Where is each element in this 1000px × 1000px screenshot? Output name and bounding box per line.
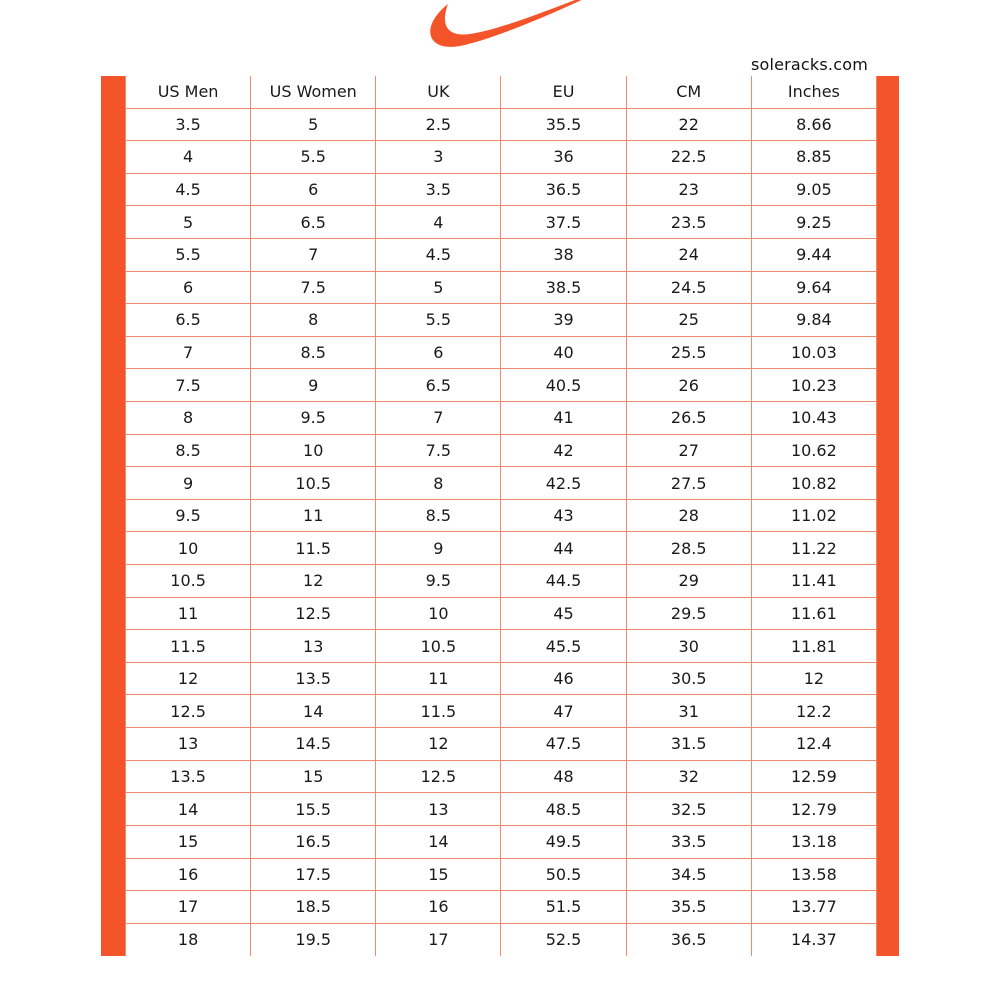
table-row: [126, 728, 877, 761]
table-cell: 14.37: [751, 923, 876, 956]
table-cell: 10: [251, 434, 376, 467]
table-cell: 5: [126, 206, 251, 239]
table-cell: 27: [626, 434, 751, 467]
table-cell: 36.5: [501, 173, 626, 206]
table-cell: 17: [376, 923, 501, 956]
column-header: Inches: [751, 76, 876, 108]
table-cell: 4.5: [126, 173, 251, 206]
table-cell: 11: [251, 499, 376, 532]
table-row: [126, 141, 877, 174]
table-cell: 35.5: [626, 891, 751, 924]
column-header: UK: [376, 76, 501, 108]
table-cell: 47.5: [501, 728, 626, 761]
table-cell: 11.61: [751, 597, 876, 630]
table-cell: 12: [376, 728, 501, 761]
table-cell: 13.77: [751, 891, 876, 924]
table-cell: 7: [251, 238, 376, 271]
swoosh-logo-icon: [420, 0, 620, 60]
table-cell: 26: [626, 369, 751, 402]
table-cell: 26.5: [626, 401, 751, 434]
table-cell: 22.5: [626, 141, 751, 174]
table-cell: 15: [376, 858, 501, 891]
table-row: [126, 304, 877, 337]
table-row: [126, 532, 877, 565]
table-cell: 10.62: [751, 434, 876, 467]
table-cell: 32: [626, 760, 751, 793]
table-cell: 9.84: [751, 304, 876, 337]
table-cell: 13: [376, 793, 501, 826]
table-cell: 6.5: [376, 369, 501, 402]
table-cell: 12: [126, 662, 251, 695]
table-cell: 9: [376, 532, 501, 565]
table-cell: 44.5: [501, 565, 626, 598]
table-row: [126, 206, 877, 239]
table-cell: 23: [626, 173, 751, 206]
table-cell: 40.5: [501, 369, 626, 402]
table-cell: 16: [376, 891, 501, 924]
table-cell: 48.5: [501, 793, 626, 826]
table-cell: 14: [376, 825, 501, 858]
table-cell: 42: [501, 434, 626, 467]
table-cell: 13.18: [751, 825, 876, 858]
table-row: [126, 825, 877, 858]
table-row: [126, 891, 877, 924]
table-cell: 6.5: [251, 206, 376, 239]
table-cell: 30: [626, 630, 751, 663]
column-header: US Women: [251, 76, 376, 108]
table-cell: 10: [126, 532, 251, 565]
table-cell: 49.5: [501, 825, 626, 858]
table-cell: 44: [501, 532, 626, 565]
table-cell: 13.58: [751, 858, 876, 891]
table-cell: 11.02: [751, 499, 876, 532]
table-cell: 6: [251, 173, 376, 206]
table-cell: 7.5: [251, 271, 376, 304]
table-cell: 12.5: [376, 760, 501, 793]
table-cell: 40: [501, 336, 626, 369]
table-cell: 46: [501, 662, 626, 695]
table-cell: 15: [126, 825, 251, 858]
header-row: [126, 76, 877, 108]
size-chart-sheet: [125, 76, 877, 956]
size-chart-frame: [101, 76, 899, 956]
table-cell: 29: [626, 565, 751, 598]
table-cell: 22: [626, 108, 751, 141]
table-cell: 31: [626, 695, 751, 728]
table-cell: 9.5: [126, 499, 251, 532]
column-header: CM: [626, 76, 751, 108]
table-cell: 9.5: [376, 565, 501, 598]
size-chart-table: [125, 76, 877, 956]
table-cell: 7: [376, 401, 501, 434]
table-cell: 27.5: [626, 467, 751, 500]
table-cell: 14: [251, 695, 376, 728]
table-cell: 8: [251, 304, 376, 337]
table-cell: 10.23: [751, 369, 876, 402]
table-cell: 36: [501, 141, 626, 174]
table-cell: 10.5: [126, 565, 251, 598]
table-cell: 13: [126, 728, 251, 761]
table-cell: 10: [376, 597, 501, 630]
table-cell: 10.5: [251, 467, 376, 500]
table-cell: 24: [626, 238, 751, 271]
table-cell: 28: [626, 499, 751, 532]
table-cell: 6: [376, 336, 501, 369]
table-row: [126, 238, 877, 271]
table-cell: 9.5: [251, 401, 376, 434]
table-row: [126, 434, 877, 467]
table-cell: 5: [251, 108, 376, 141]
table-cell: 6.5: [126, 304, 251, 337]
table-row: [126, 271, 877, 304]
table-cell: 13.5: [126, 760, 251, 793]
table-cell: 10.03: [751, 336, 876, 369]
table-row: [126, 108, 877, 141]
table-cell: 8.66: [751, 108, 876, 141]
table-row: [126, 173, 877, 206]
table-cell: 45.5: [501, 630, 626, 663]
table-cell: 11.41: [751, 565, 876, 598]
table-cell: 12.5: [126, 695, 251, 728]
table-cell: 12.4: [751, 728, 876, 761]
table-cell: 52.5: [501, 923, 626, 956]
table-cell: 41: [501, 401, 626, 434]
table-cell: 38: [501, 238, 626, 271]
table-row: [126, 565, 877, 598]
table-cell: 43: [501, 499, 626, 532]
table-row: [126, 923, 877, 956]
table-cell: 30.5: [626, 662, 751, 695]
table-cell: 13.5: [251, 662, 376, 695]
table-cell: 11.5: [126, 630, 251, 663]
table-cell: 50.5: [501, 858, 626, 891]
table-cell: 8: [376, 467, 501, 500]
table-cell: 24.5: [626, 271, 751, 304]
table-row: [126, 695, 877, 728]
table-row: [126, 336, 877, 369]
table-cell: 12: [751, 662, 876, 695]
table-cell: 6: [126, 271, 251, 304]
table-cell: 42.5: [501, 467, 626, 500]
table-cell: 25: [626, 304, 751, 337]
table-row: [126, 467, 877, 500]
table-row: [126, 369, 877, 402]
table-cell: 15.5: [251, 793, 376, 826]
table-cell: 23.5: [626, 206, 751, 239]
table-cell: 4: [126, 141, 251, 174]
table-cell: 11.81: [751, 630, 876, 663]
table-cell: 9: [251, 369, 376, 402]
table-cell: 16: [126, 858, 251, 891]
table-cell: 38.5: [501, 271, 626, 304]
table-cell: 9.25: [751, 206, 876, 239]
table-cell: 33.5: [626, 825, 751, 858]
table-cell: 32.5: [626, 793, 751, 826]
table-cell: 51.5: [501, 891, 626, 924]
table-row: [126, 793, 877, 826]
table-cell: 5.5: [126, 238, 251, 271]
table-cell: 15: [251, 760, 376, 793]
table-cell: 29.5: [626, 597, 751, 630]
table-cell: 25.5: [626, 336, 751, 369]
table-cell: 12.79: [751, 793, 876, 826]
table-cell: 9.64: [751, 271, 876, 304]
table-cell: 9.05: [751, 173, 876, 206]
table-cell: 11.22: [751, 532, 876, 565]
table-cell: 3.5: [126, 108, 251, 141]
table-cell: 19.5: [251, 923, 376, 956]
table-cell: 34.5: [626, 858, 751, 891]
table-cell: 8.5: [376, 499, 501, 532]
table-cell: 8.5: [126, 434, 251, 467]
table-cell: 3.5: [376, 173, 501, 206]
table-cell: 4: [376, 206, 501, 239]
table-cell: 3: [376, 141, 501, 174]
table-cell: 47: [501, 695, 626, 728]
table-cell: 12.2: [751, 695, 876, 728]
table-cell: 14: [126, 793, 251, 826]
table-cell: 13: [251, 630, 376, 663]
table-cell: 14.5: [251, 728, 376, 761]
table-cell: 9: [126, 467, 251, 500]
table-row: [126, 662, 877, 695]
table-cell: 2.5: [376, 108, 501, 141]
table-cell: 5.5: [251, 141, 376, 174]
table-cell: 31.5: [626, 728, 751, 761]
table-cell: 8.5: [251, 336, 376, 369]
table-cell: 10.43: [751, 401, 876, 434]
source-label: soleracks.com: [750, 55, 868, 74]
table-cell: 11: [126, 597, 251, 630]
table-cell: 7: [126, 336, 251, 369]
table-cell: 4.5: [376, 238, 501, 271]
table-cell: 37.5: [501, 206, 626, 239]
table-cell: 17: [126, 891, 251, 924]
table-cell: 8: [126, 401, 251, 434]
table-cell: 9.44: [751, 238, 876, 271]
table-cell: 10.82: [751, 467, 876, 500]
table-row: [126, 858, 877, 891]
table-body: [126, 108, 877, 956]
table-row: [126, 630, 877, 663]
table-cell: 11: [376, 662, 501, 695]
table-row: [126, 499, 877, 532]
table-cell: 39: [501, 304, 626, 337]
table-cell: 11.5: [251, 532, 376, 565]
table-cell: 7.5: [376, 434, 501, 467]
table-cell: 12.59: [751, 760, 876, 793]
table-cell: 11.5: [376, 695, 501, 728]
table-cell: 12.5: [251, 597, 376, 630]
table-cell: 18.5: [251, 891, 376, 924]
table-cell: 12: [251, 565, 376, 598]
table-cell: 35.5: [501, 108, 626, 141]
table-cell: 7.5: [126, 369, 251, 402]
table-cell: 10.5: [376, 630, 501, 663]
table-cell: 48: [501, 760, 626, 793]
column-header: US Men: [126, 76, 251, 108]
table-cell: 18: [126, 923, 251, 956]
table-cell: 45: [501, 597, 626, 630]
table-row: [126, 760, 877, 793]
table-cell: 36.5: [626, 923, 751, 956]
table-row: [126, 401, 877, 434]
table-cell: 16.5: [251, 825, 376, 858]
table-cell: 8.85: [751, 141, 876, 174]
table-cell: 17.5: [251, 858, 376, 891]
table-cell: 5.5: [376, 304, 501, 337]
table-cell: 28.5: [626, 532, 751, 565]
column-header: EU: [501, 76, 626, 108]
table-cell: 5: [376, 271, 501, 304]
table-row: [126, 597, 877, 630]
